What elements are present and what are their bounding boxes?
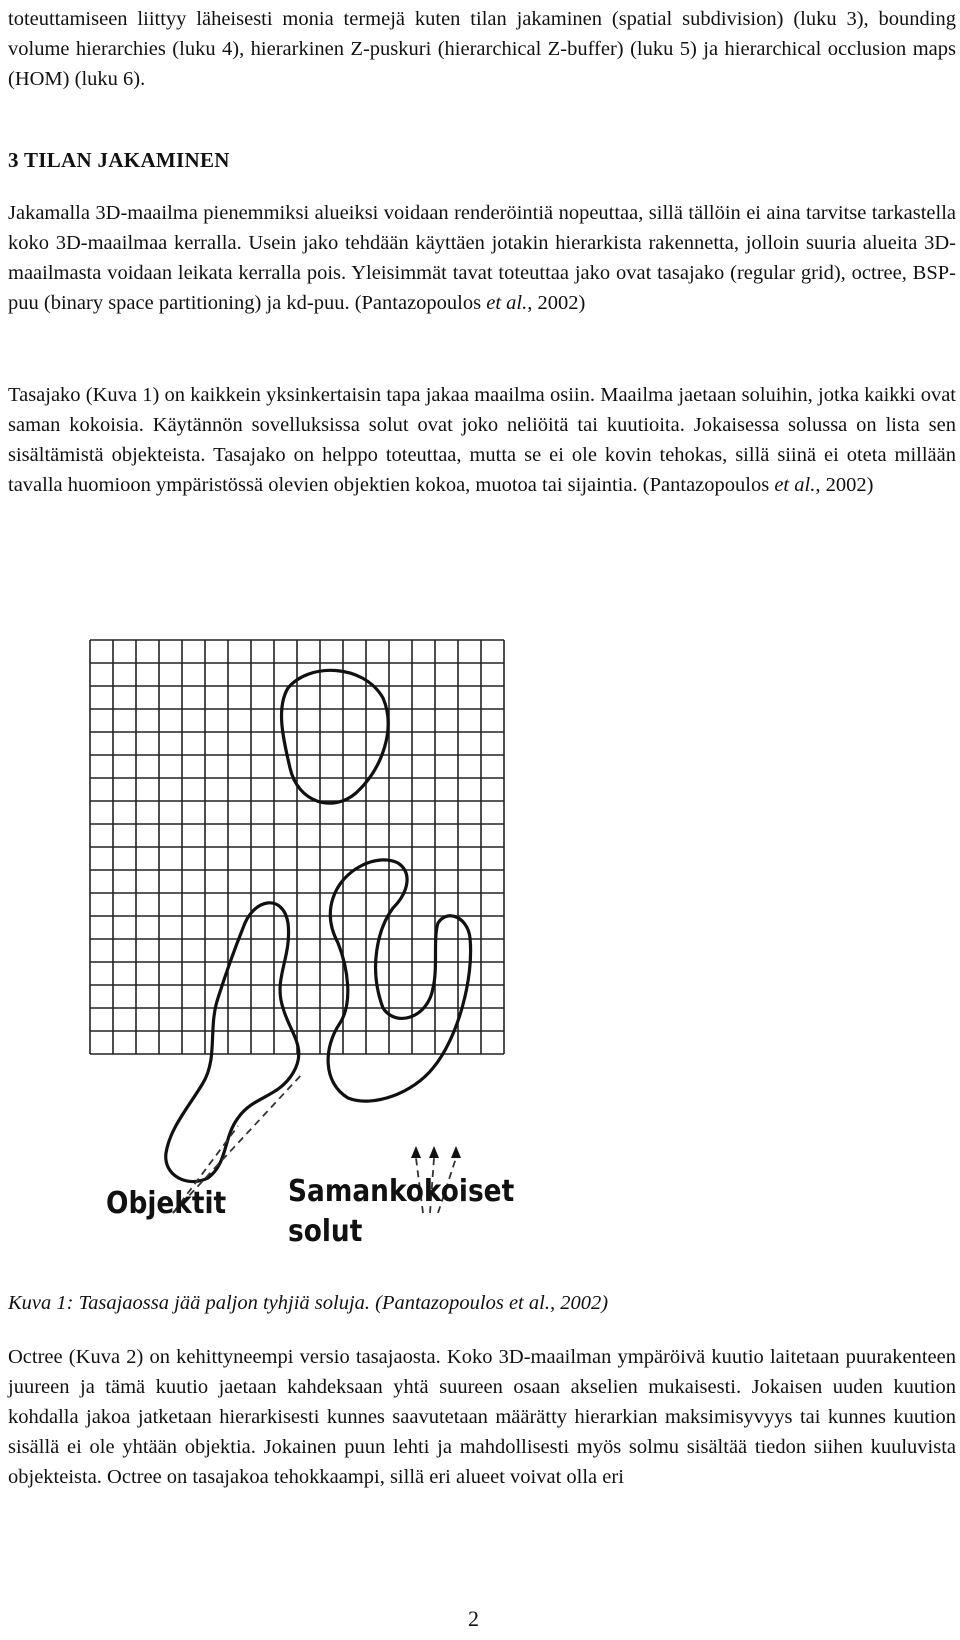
page-number: 2	[468, 1606, 479, 1631]
et-al-italic: et al.	[774, 474, 816, 496]
octree-paragraph: Octree (Kuva 2) on kehittyneempi versio tasajaosta. Koko 3D-maailman ympäröivä kuutio laitetaan puurakenteen juureen ja tämä kuutio jaetaan kahdeksaan yhtä suureen osaan akselien mukaisesti. Jokaisen uuden kuution kohdalla jakoa jatketaan hierarkisesti kunnes saavutetaan määrätty hierarkian maksimisyvyys tai kunnes kuution sisällä ei ole yhtään objektia. Jokainen puun lehti ja mahdollisesti myös solmu sisältää tiedon siihen kuuluvista objekteista. Octree on tasajakoa tehokkaampi, sillä eri alueet voivat olla eri	[8, 1346, 956, 1488]
grid-lines	[90, 640, 504, 1054]
subdivision-paragraph-text: Jakamalla 3D-maailma pienemmiksi alueiksi voidaan renderöintiä nopeuttaa, sillä tällöin ei aina tarvitse tarkastella koko 3D-maailmaa kerralla. Usein jako tehdään käyttäen jotakin hierarkista rakennetta, jolloin suuria alueita 3D-maailmasta voidaan leikata kerralla pois. Yleisimmät tavat toteuttaa jako ovat tasajako (regular grid), octree, BSP-puu (binary space partitioning) ja kd-puu. (Pantazopoulos	[8, 202, 956, 314]
object-outline-right	[328, 860, 471, 1101]
arrow-heads	[411, 1146, 461, 1158]
subdivision-paragraph	[8, 198, 956, 318]
regular-grid-paragraph-text: Tasajako (Kuva 1) on kaikkein yksinkertaisin tapa jakaa maailma osiin. Maailma jaetaan soluihin, jotka kaikki ovat saman kokoisia. Käytännön sovelluksissa solut ovat joko neliöitä tai kuutioita. Jokaisessa solussa on lista sen sisältämistä objekteista. Tasajako on helppo toteuttaa, mutta se ei ole kovin tehokas, sillä siinä ei oteta millään tavalla huomioon ympäristössä olevien objektien kokoa, muotoa tai sijaintia. (Pantazopoulos	[8, 384, 956, 496]
cells-label-line2: solut	[288, 1214, 363, 1249]
intro-paragraph: toteuttamiseen liittyy läheisesti monia termejä kuten tilan jakaminen (spatial subdivision) (luku 3), bounding volume hierarchies (luku 4), hierarkinen Z-puskuri (hierarchical Z-buffer) (luku 5) ja hierarchical occlusion maps (HOM) (luku 6).	[8, 8, 956, 90]
subdivision-paragraph-tail: , 2002)	[527, 292, 586, 314]
regular-grid-figure	[78, 628, 558, 1258]
section-heading: 3 TILAN JAKAMINEN	[8, 148, 230, 172]
regular-grid-paragraph-tail: , 2002)	[815, 474, 874, 496]
object-outline-left	[166, 903, 299, 1182]
et-al-italic: et al.	[486, 292, 528, 314]
regular-grid-paragraph	[8, 380, 956, 500]
figure-caption: Kuva 1: Tasajaossa jää paljon tyhjiä soluja. (Pantazopoulos et al., 2002)	[8, 1292, 609, 1314]
cells-label-line1: Samankokoiset	[288, 1174, 515, 1209]
objects-label: Objektit	[106, 1186, 227, 1221]
grid-illustration	[78, 628, 558, 1258]
